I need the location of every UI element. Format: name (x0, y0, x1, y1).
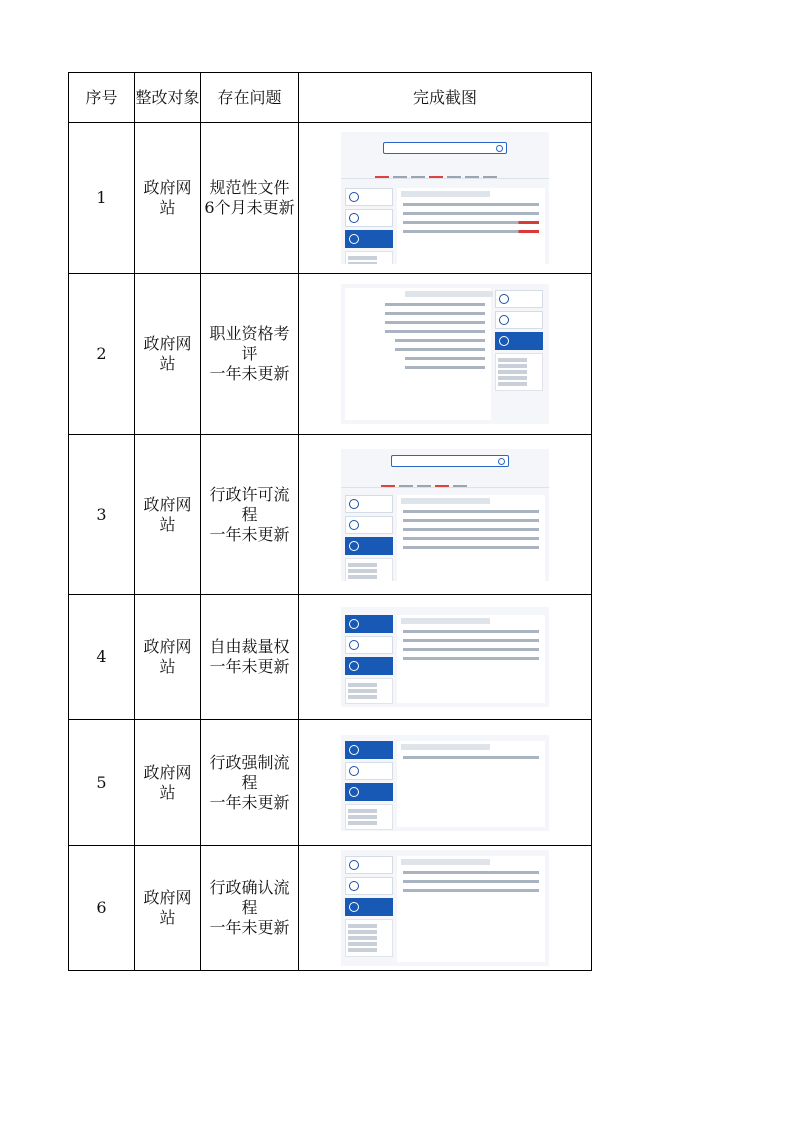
row-screenshot (299, 435, 592, 595)
table-row (69, 274, 592, 435)
row-issue: 自由裁量权 一年未更新 (201, 595, 299, 720)
screenshot-thumbnail (341, 449, 549, 581)
header-issue: 存在问题 (201, 73, 299, 123)
row-seq: 3 (69, 435, 135, 595)
row-issue: 行政强制流 程 一年未更新 (201, 720, 299, 846)
row-issue: 行政许可流 程 一年未更新 (201, 435, 299, 595)
row-seq: 6 (69, 846, 135, 971)
rectification-table (68, 72, 592, 971)
row-issue: 规范性文件 6个月未更新 (201, 123, 299, 274)
row-screenshot (299, 720, 592, 846)
table-header-row (69, 73, 592, 123)
row-object: 政府网 站 (135, 846, 201, 971)
row-issue: 行政确认流 程 一年未更新 (201, 846, 299, 971)
screenshot-thumbnail (341, 132, 549, 264)
screenshot-thumbnail (341, 284, 549, 424)
table-row (69, 846, 592, 971)
screenshot-thumbnail (341, 850, 549, 966)
table-row (69, 123, 592, 274)
row-seq: 1 (69, 123, 135, 274)
row-screenshot (299, 123, 592, 274)
table-row (69, 595, 592, 720)
row-screenshot (299, 846, 592, 971)
row-issue: 职业资格考 评 一年未更新 (201, 274, 299, 435)
header-seq: 序号 (69, 73, 135, 123)
screenshot-thumbnail (341, 607, 549, 707)
row-screenshot (299, 595, 592, 720)
header-object: 整改对象 (135, 73, 201, 123)
row-seq: 5 (69, 720, 135, 846)
screenshot-thumbnail (341, 735, 549, 831)
row-seq: 4 (69, 595, 135, 720)
row-object: 政府网 站 (135, 123, 201, 274)
row-screenshot (299, 274, 592, 435)
header-screenshot: 完成截图 (299, 73, 592, 123)
row-object: 政府网 站 (135, 435, 201, 595)
table-row (69, 435, 592, 595)
row-object: 政府网 站 (135, 595, 201, 720)
row-seq: 2 (69, 274, 135, 435)
row-object: 政府网 站 (135, 720, 201, 846)
table-row (69, 720, 592, 846)
row-object: 政府网 站 (135, 274, 201, 435)
